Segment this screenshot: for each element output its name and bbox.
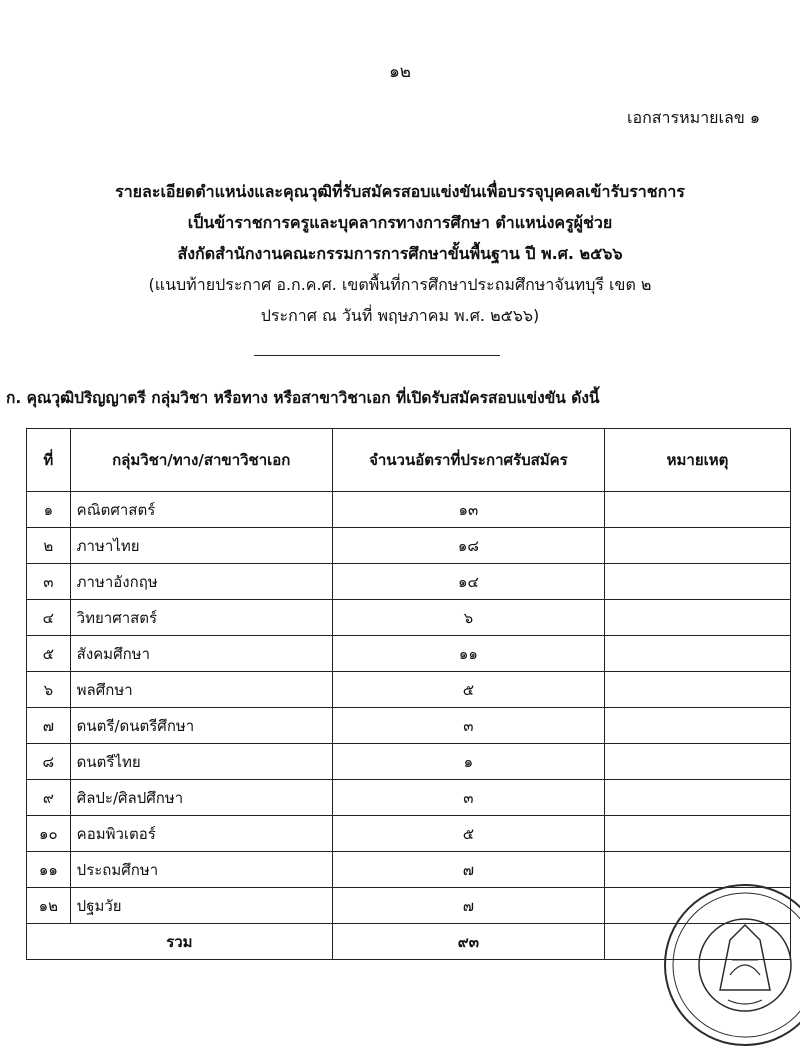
total-label: รวม	[27, 924, 333, 960]
row-subject: คอมพิวเตอร์	[70, 816, 332, 852]
heading-line-5: ประกาศ ณ วันที่ พฤษภาคม พ.ศ. ๒๕๖๖)	[260, 306, 540, 325]
row-remark	[605, 708, 791, 744]
document-reference: เอกสารหมายเลข ๑	[626, 108, 760, 127]
table-row	[27, 744, 791, 780]
document-heading	[0, 176, 800, 331]
page-number: ๑๒	[389, 62, 411, 82]
row-subject: ดนตรี/ดนตรีศึกษา	[70, 708, 332, 744]
row-count: ๓	[332, 780, 604, 816]
row-number: ๖	[27, 672, 71, 708]
header-remark: หมายเหตุ	[605, 429, 791, 492]
row-subject: ภาษาอังกฤษ	[70, 564, 332, 600]
row-subject: สังคมศึกษา	[70, 636, 332, 672]
divider-line	[254, 355, 500, 356]
row-remark	[605, 564, 791, 600]
row-number: ๒	[27, 528, 71, 564]
section-title: ก. คุณวุฒิปริญญาตรี กลุ่มวิชา หรือทาง หรือสาขาวิชาเอก ที่เปิดรับสมัครสอบแข่งขัน ดังนี้	[6, 389, 600, 407]
row-number: ๓	[27, 564, 71, 600]
table-row	[27, 672, 791, 708]
row-remark	[605, 816, 791, 852]
row-count: ๗	[332, 852, 604, 888]
row-count: ๗	[332, 888, 604, 924]
header-count: จำนวนอัตราที่ประกาศรับสมัคร	[332, 429, 604, 492]
row-remark	[605, 672, 791, 708]
table-row	[27, 816, 791, 852]
row-count: ๑	[332, 744, 604, 780]
table-row	[27, 564, 791, 600]
table-row	[27, 780, 791, 816]
row-count: ๕	[332, 672, 604, 708]
row-remark	[605, 528, 791, 564]
row-number: ๘	[27, 744, 71, 780]
header-no: ที่	[27, 429, 71, 492]
total-value: ๙๓	[332, 924, 604, 960]
row-number: ๕	[27, 636, 71, 672]
row-subject: วิทยาศาสตร์	[70, 600, 332, 636]
row-number: ๑	[27, 492, 71, 528]
row-count: ๑๘	[332, 528, 604, 564]
row-subject: ปฐมวัย	[70, 888, 332, 924]
row-count: ๑๓	[332, 492, 604, 528]
heading-line-1: รายละเอียดตำแหน่งและคุณวุฒิที่รับสมัครสอบแข่งขันเพื่อบรรจุบุคคลเข้ารับราชการ	[115, 182, 685, 201]
row-number: ๗	[27, 708, 71, 744]
official-seal-icon	[660, 880, 800, 1050]
row-count: ๑๑	[332, 636, 604, 672]
heading-line-3: สังกัดสำนักงานคณะกรรมการการศึกษาขั้นพื้นฐาน ปี พ.ศ. ๒๕๖๖	[177, 244, 623, 263]
row-count: ๓	[332, 708, 604, 744]
row-subject: ประถมศึกษา	[70, 852, 332, 888]
row-remark	[605, 780, 791, 816]
row-remark	[605, 744, 791, 780]
row-number: ๔	[27, 600, 71, 636]
heading-line-2: เป็นข้าราชการครูและบุคลากรทางการศึกษา ตำแหน่งครูผู้ช่วย	[187, 213, 613, 232]
table-body	[27, 492, 791, 924]
row-count: ๕	[332, 816, 604, 852]
row-remark	[605, 636, 791, 672]
header-subject: กลุ่มวิชา/ทาง/สาขาวิชาเอก	[70, 429, 332, 492]
table-row	[27, 528, 791, 564]
table-row	[27, 492, 791, 528]
table-header-row	[27, 429, 791, 492]
row-subject: ดนตรีไทย	[70, 744, 332, 780]
table-row	[27, 600, 791, 636]
row-subject: พลศึกษา	[70, 672, 332, 708]
row-number: ๑๒	[27, 888, 71, 924]
row-count: ๖	[332, 600, 604, 636]
heading-line-4: (แนบท้ายประกาศ อ.ก.ค.ศ. เขตพื้นที่การศึกษาประถมศึกษาจันทบุรี เขต ๒	[148, 275, 652, 294]
row-number: ๑๐	[27, 816, 71, 852]
row-count: ๑๔	[332, 564, 604, 600]
row-subject: ศิลปะ/ศิลปศึกษา	[70, 780, 332, 816]
row-subject: ภาษาไทย	[70, 528, 332, 564]
table-row	[27, 708, 791, 744]
row-number: ๑๑	[27, 852, 71, 888]
table-row	[27, 636, 791, 672]
row-remark	[605, 600, 791, 636]
row-subject: คณิตศาสตร์	[70, 492, 332, 528]
row-remark	[605, 492, 791, 528]
row-number: ๙	[27, 780, 71, 816]
